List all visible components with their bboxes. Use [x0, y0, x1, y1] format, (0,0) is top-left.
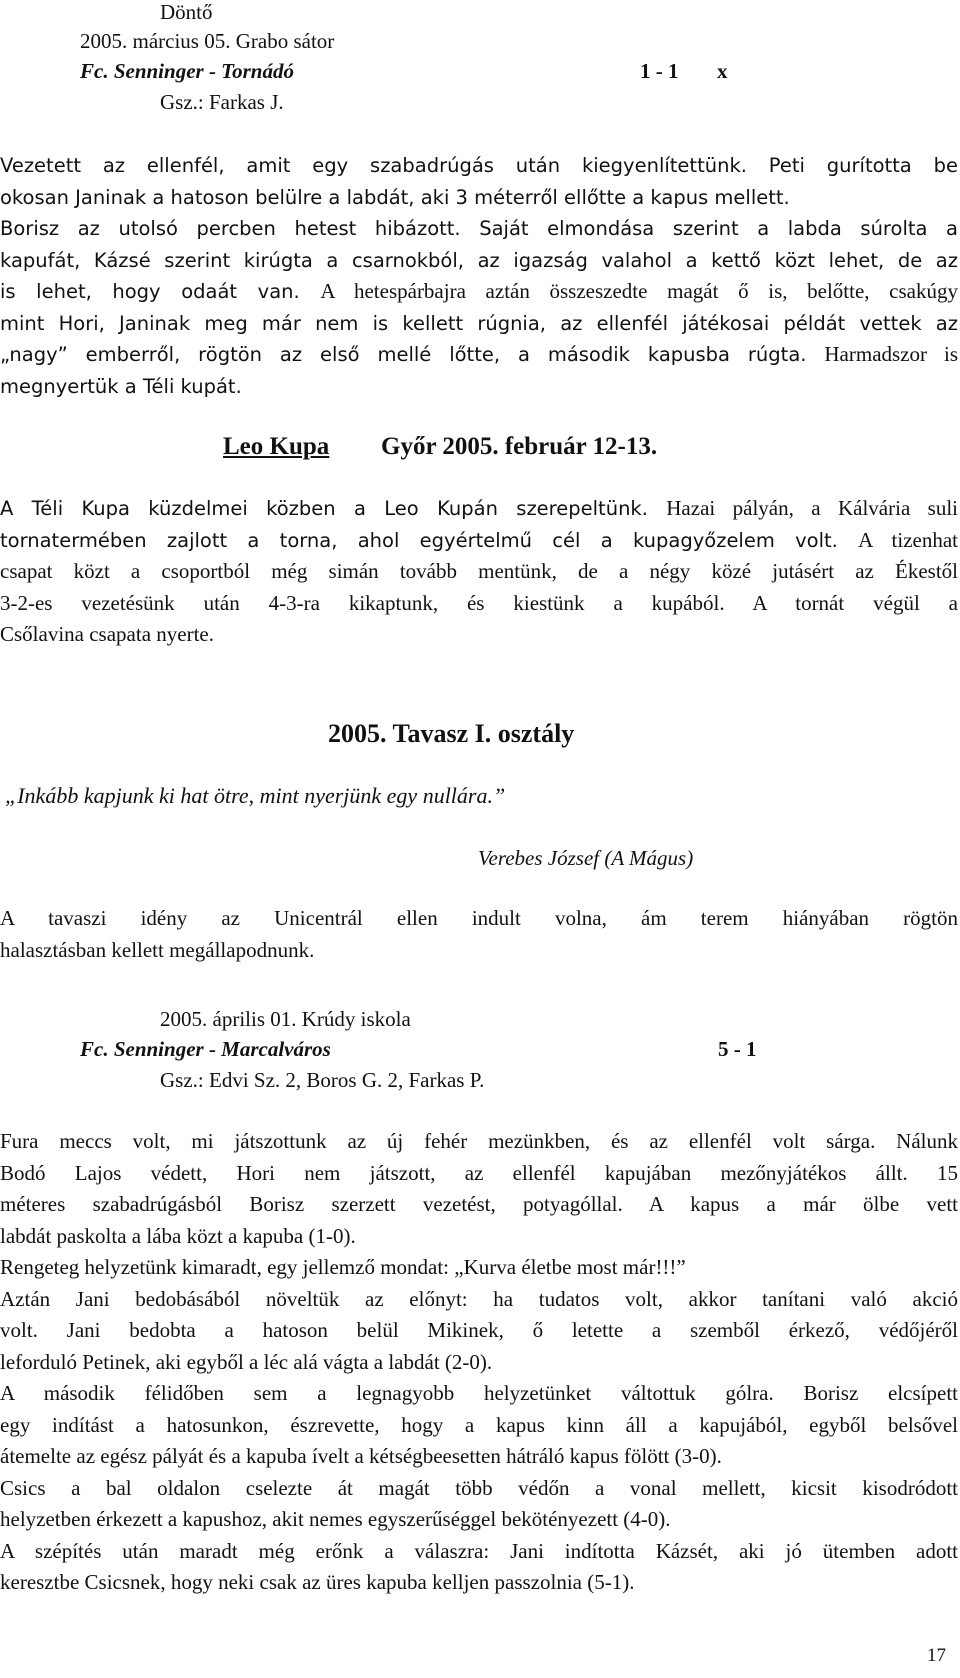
report-span: is lehet, hogy odaát van.	[0, 280, 321, 303]
match-score: 1 - 1	[640, 59, 679, 83]
leo-cup-paragraph	[0, 493, 958, 651]
report-line: méteres szabadrúgásból Borisz szerzett vezetést, potyagóllal. A kapus a már ölbe vett	[0, 1192, 958, 1216]
report-line: okosan Janinak a hatoson belülre a labdát, aki 3 méterről ellőtte a kapus mellett.	[0, 185, 790, 209]
leo-line	[0, 525, 958, 557]
report-line: Csics a bal oldalon cselezte át magát több védőn a vonal mellett, kicsit kisodródott	[0, 1475, 958, 1500]
leo-line: Csőlavina csapata nyerte.	[0, 622, 214, 646]
match2-report	[0, 1126, 958, 1599]
match-scorers: Gsz.: Farkas J.	[160, 90, 284, 114]
report-line: volt. Jani bedobta a hatoson belül Mikinek, ő letette a szemből érkező, védőjéről	[0, 1318, 958, 1342]
leo-cup-subtitle: Győr 2005. február 12-13.	[381, 433, 658, 460]
report-line: egy indítást a hatosunkon, észrevette, hogy a kapus kinn áll a kapujából, egyből belsővel	[0, 1412, 958, 1437]
report-line: leforduló Petinek, aki egyből a léc alá vágta a labdát (2-0).	[0, 1349, 493, 1374]
report-line: Aztán Jani bedobásából növeltük az előnyt: ha tudatos volt, akkor tanítani való akció	[0, 1286, 958, 1311]
report-line: labdát paskolta a lába közt a kapuba (1-0).	[0, 1223, 356, 1248]
report-span: A hetespárbajra aztán összeszedte magát ő is, belőtte, csakúgy	[320, 279, 959, 303]
match-date-place: 2005. március 05. Grabo sátor	[80, 29, 335, 53]
leo-line	[0, 493, 958, 525]
report-span: Borisz az utolsó percben hetest hibázott.	[0, 217, 480, 240]
report-line: Rengeteg helyzetünk kimaradt, egy jellemző mondat: „Kurva életbe most már!!!”	[0, 1255, 686, 1279]
report-line: mint Hori, Janinak meg már nem is kellett rúgnia, az ellenfél játékosai példát vettek az	[0, 311, 958, 335]
motto-author: Verebes József (A Mágus)	[478, 846, 694, 870]
spring-heading: 2005. Tavasz I. osztály	[328, 719, 575, 748]
report-line: Vezetett az ellenfél, amit egy szabadrúgás után kiegyenlítettünk. Peti gurította be	[0, 154, 958, 177]
match2-teams: Fc. Senninger - Marcalváros	[80, 1037, 331, 1061]
leo-cup-title: Leo Kupa	[223, 433, 330, 460]
match-teams: Fc. Senninger - Tornádó	[80, 59, 294, 83]
report-line	[0, 339, 958, 371]
spring-line: A tavaszi idény az Unicentrál ellen indult volna, ám terem hiányában rögtön	[0, 906, 958, 930]
round-label: Döntő	[160, 0, 213, 24]
leo-span: A tizenhat	[858, 527, 958, 552]
motto-quote: „Inkább kapjunk ki hat ötre, mint nyerjünk egy nullára.”	[5, 783, 506, 808]
spring-line: halasztásban kellett megállapodnunk.	[0, 937, 315, 962]
match-report-paragraph	[0, 150, 958, 402]
leo-line: 3-2-es vezetésünk után 4-3-ra kikaptunk, és kiestünk a kupából. A tornát végül a	[0, 590, 958, 615]
leo-line: csapat közt a csoportból még simán tovább mentünk, de a négy közé jutásért az Ékestől	[0, 559, 958, 583]
match2-scorers: Gsz.: Edvi Sz. 2, Boros G. 2, Farkas P.	[160, 1068, 485, 1092]
report-line: kapufát, Kázsé szerint kirúgta a csarnokból, az igazság valahol a kettő közt lehet, de az	[0, 248, 958, 272]
leo-span: tornatermében zajlott a torna, ahol egyértelmű cél a kupagyőzelem volt.	[0, 528, 859, 552]
report-span: „nagy” emberről, rögtön az első mellé lőtte, a második kapusba rúgta.	[0, 343, 825, 366]
report-line	[0, 276, 958, 308]
match-result-mark: x	[717, 59, 728, 83]
leo-span: A Téli Kupa küzdelmei közben a Leo Kupán szerepeltünk.	[0, 497, 667, 520]
report-span: Saját elmondása szerint a labda súrolta a	[479, 217, 958, 240]
report-line	[0, 213, 958, 245]
match2-score: 5 - 1	[718, 1037, 757, 1061]
report-line: helyzetben érkezett a kapushoz, akit nemes egyszerűséggel bekötényezett (4-0).	[0, 1507, 671, 1531]
report-line: átemelte az egész pályát és a kapuba ívelt a kétségbeesetten hátráló kapus fölött (3-0).	[0, 1444, 722, 1468]
leo-span: Hazai pályán, a Kálvária suli	[666, 496, 958, 520]
report-line: Fura meccs volt, mi játszottunk az új fehér mezünkben, és az ellenfél volt sárga. Nálunk	[0, 1129, 958, 1153]
report-line: Bodó Lajos védett, Hori nem játszott, az ellenfél kapujában mezőnyjátékos állt. 15	[0, 1160, 958, 1185]
spring-intro-paragraph	[0, 903, 958, 966]
report-line: A második félidőben sem a legnagyobb helyzetünket váltottuk gólra. Borisz elcsípett	[0, 1381, 958, 1405]
report-line: megnyertük a Téli kupát.	[0, 374, 242, 398]
report-span: Harmadszor is	[824, 342, 958, 366]
report-line: A szépítés után maradt még erőnk a válaszra: Jani indította Kázsét, aki jó ütemben adott	[0, 1538, 958, 1563]
report-line: keresztbe Csicsnek, hogy neki csak az üres kapuba kelljen passzolnia (5-1).	[0, 1570, 635, 1594]
match2-date-place: 2005. április 01. Krúdy iskola	[160, 1007, 411, 1031]
page-number: 17	[927, 1645, 946, 1666]
